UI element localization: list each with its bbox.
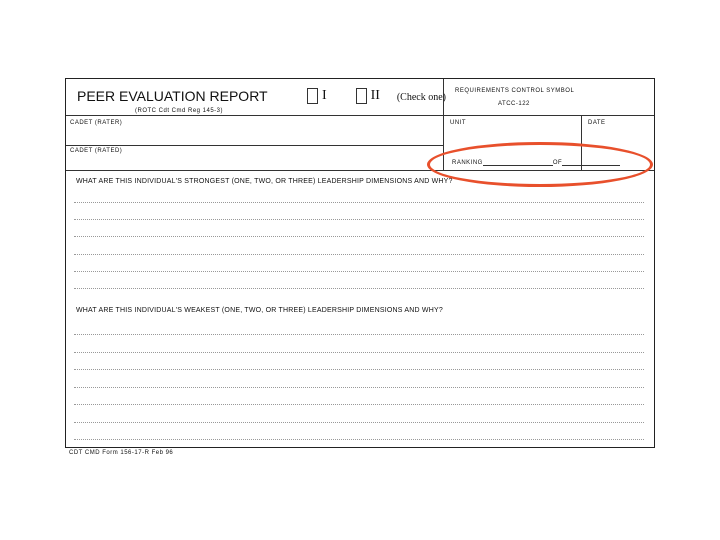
cadet-rated-label: CADET (RATED)	[70, 148, 123, 154]
answer-line[interactable]	[74, 387, 644, 388]
unit-label: UNIT	[450, 120, 466, 126]
check-one-hint: (Check one)	[396, 92, 446, 103]
answer-line[interactable]	[74, 404, 644, 405]
option-two-checkbox[interactable]	[356, 88, 367, 104]
option-one-checkbox[interactable]	[307, 88, 318, 104]
weakest-question: WHAT ARE THIS INDIVIDUAL'S WEAKEST (ONE, TWO, OR THREE) LEADERSHIP DIMENSIONS AND WHY?	[76, 307, 443, 314]
row-divider-1	[66, 115, 654, 116]
date-label: DATE	[588, 120, 606, 126]
row-divider-2	[66, 145, 443, 146]
of-label: OF	[552, 160, 563, 166]
peer-evaluation-form	[65, 78, 655, 448]
form-type-options	[307, 87, 446, 105]
answer-line[interactable]	[74, 271, 644, 272]
regulation-reference: (ROTC Cdt Cmd Reg 145-3)	[135, 108, 224, 114]
annotation-ellipse	[427, 142, 653, 187]
option-two-label: II	[370, 87, 380, 103]
form-title	[77, 88, 268, 104]
requirements-control-value: ATCC-122	[498, 101, 530, 107]
answer-line[interactable]	[74, 369, 644, 370]
answer-line[interactable]	[74, 219, 644, 220]
requirements-control-label: REQUIREMENTS CONTROL SYMBOL	[455, 88, 575, 94]
answer-line[interactable]	[74, 202, 644, 203]
answer-line[interactable]	[74, 254, 644, 255]
answer-line[interactable]	[74, 288, 644, 289]
answer-line[interactable]	[74, 236, 644, 237]
answer-line[interactable]	[74, 334, 644, 335]
answer-line[interactable]	[74, 352, 644, 353]
cadet-rater-label: CADET (RATER)	[70, 120, 123, 126]
ranking-label: RANKING	[452, 160, 483, 166]
answer-line[interactable]	[74, 422, 644, 423]
option-one-label: I	[322, 87, 327, 103]
form-title-text: PEER EVALUATION REPORT	[77, 88, 268, 104]
answer-line[interactable]	[74, 439, 644, 440]
strongest-question: WHAT ARE THIS INDIVIDUAL'S STRONGEST (ONE, TWO, OR THREE) LEADERSHIP DIMENSIONS AND WHY?	[76, 178, 453, 185]
form-footer-id: CDT CMD Form 156-17-R Feb 96	[69, 450, 174, 456]
